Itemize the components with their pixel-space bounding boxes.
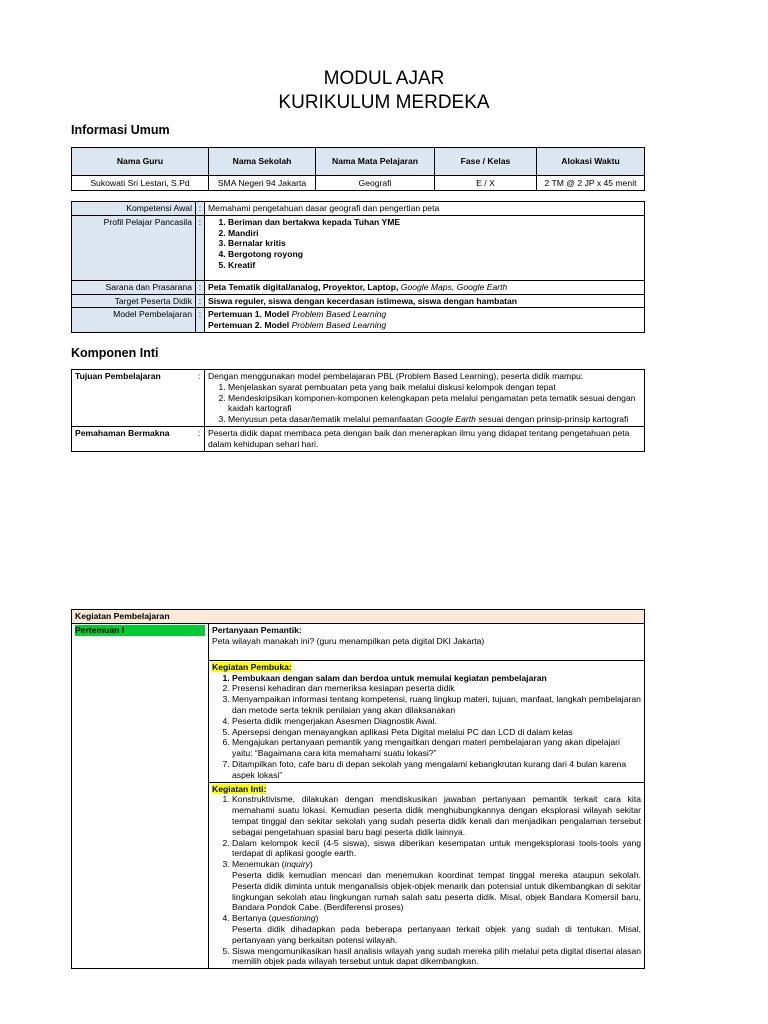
- tujuan-label: Tujuan Pembelajaran: [72, 370, 199, 427]
- list-item: 1. Menjelaskan syarat pembuatan peta yang baik melalui diskusi kelompok dengan tepat: [228, 382, 641, 393]
- header-nama-sekolah: Nama Sekolah: [209, 148, 316, 176]
- colon: :: [198, 370, 205, 427]
- inti-3-term: inquiry: [284, 859, 310, 870]
- model-1-prefix: Pertemuan 1. Model: [208, 309, 292, 320]
- list-item: 3. Menyampaikan informasi tentang kompetensi, ruang lingkup materi, tujuan, manfaat, langkah pembelajaran dan metode serta teknik penilaian yang akan dilaksanakan: [232, 694, 641, 716]
- list-item: 2. Presensi kehadiran dan memeriksa kesiapan peserta didik: [232, 683, 641, 694]
- inti-4-term: questioning: [271, 913, 316, 924]
- pemantik-text: Peta wilayah manakah ini? (guru menampilkan peta digital DKI Jakarta): [212, 635, 485, 646]
- header-mata-pelajaran: Nama Mata Pelajaran: [316, 148, 435, 176]
- tujuan-item3-text: Menyusun peta dasar/tematik melalui pemanfaatan: [228, 414, 426, 425]
- inti-3-suffix: ): [309, 859, 313, 870]
- list-item: 1. Beriman dan bertakwa kepada Tuhan YME: [228, 217, 641, 228]
- target-label: Target Peserta Didik: [72, 294, 196, 308]
- inti-3-prefix: Menemukan (: [232, 859, 285, 870]
- komponen-inti-table: [71, 369, 645, 452]
- colon: :: [196, 215, 205, 280]
- inti-4-text: Peserta didik dihadapkan pada beberapa pertanyaan terkait objek yang sudah di tentukan. Misal, pertanyaan yang berkaitan potensi wilayah.: [232, 923, 641, 945]
- target-value: Siswa reguler, siswa dengan kecerdasan istimewa, siswa dengan hambatan: [205, 294, 645, 308]
- pertemuan-label: Pertemuan I: [75, 625, 205, 636]
- value-nama-sekolah: SMA Negeri 94 Jakarta: [209, 176, 316, 191]
- inti-cell: [209, 782, 645, 969]
- pembuka-cell: [209, 660, 645, 782]
- list-item: [232, 913, 641, 945]
- list-item: 5. Apersepsi dengan menayangkan aplikasi Peta Digital melalui PC dan LCD di dalam kelas: [232, 727, 641, 738]
- colon: :: [198, 426, 205, 451]
- info-table: [71, 201, 645, 333]
- kompetensi-label: Kompetensi Awal: [72, 202, 196, 216]
- list-item: [232, 859, 641, 913]
- inti-4-prefix: Bertanya (: [232, 913, 272, 924]
- pemantik-cell: [209, 623, 645, 660]
- inti-3-text: Peserta didik kemudian mencari dan menemukan koordinat tempat tinggal mereka ataupun sekolah. Peserta didik diminta untuk menganalisis objek-objek menarik dan potensial untuk dikembangkan di sekitar lingkungan sekolah atau lingkungan rumah salah satu peserta didik. Misal, objek Bandara Komersil baru, Bandara Pondok Cabe. (Berdiferensi proses): [232, 869, 641, 913]
- informasi-umum-heading: Informasi Umum: [71, 123, 170, 137]
- list-item: 2. Dalam kelompok kecil (4-5 siswa), siswa diberikan kesempatan untuk mengeksplorasi tools-tools yang terdapat di aplikasi google earth.: [232, 838, 641, 860]
- colon: :: [196, 280, 205, 294]
- tujuan-value: [205, 370, 645, 427]
- guru-table: [71, 147, 645, 191]
- list-item: 2. Mendeskripsikan komponen-komponen kelengkapan peta melalui pengamatan peta tematik sesuai dengan kaidah kartografi: [228, 393, 641, 415]
- document-title-line2: KURIKULUM MERDEKA: [278, 92, 490, 113]
- colon: :: [196, 202, 205, 216]
- list-item: 5. Kreatif: [228, 260, 641, 271]
- list-item: 2. Mandiri: [228, 228, 641, 239]
- model-2-name: Problem Based Learning: [291, 320, 387, 331]
- list-item: 1. Konstruktivisme, dilakukan dengan mendiskusikan jawaban pertanyaan pemantik terkait cara kita memahami suatu lokasi. Kemudian peserta didik menghubungkannya dengan eksplorasi wilayah sekitar tempat tinggal dan sekitar sekolah yang sudah peserta didik kenali dan menjadikan pengalaman tersebut sebagai pengetahuan spasial baru bagi peserta didik lainnya.: [232, 794, 641, 837]
- header-alokasi-waktu: Alokasi Waktu: [537, 148, 645, 176]
- value-mata-pelajaran: Geografi: [316, 176, 435, 191]
- list-item: 4. Peserta didik mengerjakan Asesmen Diagnostik Awal.: [232, 716, 641, 727]
- list-item: [228, 414, 641, 425]
- pemahaman-value: Peserta didik dapat membaca peta dengan baik dan menerapkan ilmu yang didapat tentang pengetahuan peta dalam kehidupan sehari hari.: [205, 426, 645, 451]
- list-item: 4. Bergotong royong: [228, 249, 641, 260]
- pemantik-title: Pertanyaan Pemantik:: [212, 624, 302, 635]
- model-1-name: Problem Based Learning: [291, 309, 387, 320]
- sarana-text: Peta Tematik digital/analog, Proyektor, Laptop,: [208, 281, 401, 292]
- header-nama-guru: Nama Guru: [72, 148, 209, 176]
- komponen-inti-heading: Komponen Inti: [71, 346, 159, 360]
- inti-title: Kegiatan Inti:: [212, 783, 267, 794]
- tujuan-intro: Dengan menggunakan model pembelajaran PBL (Problem Based Learning), peserta didik mampu:: [208, 371, 584, 381]
- tujuan-item3-rest: sesuai dengan prinsip-prinsip kartografi: [475, 414, 629, 425]
- header-fase-kelas: Fase / Kelas: [435, 148, 537, 176]
- document-title-line1: MODUL AJAR: [323, 68, 445, 89]
- sarana-apps: Google Maps, Google Earth: [400, 281, 508, 292]
- list-item: 3. Bernalar kritis: [228, 238, 641, 249]
- value-fase-kelas: E / X: [435, 176, 537, 191]
- kegiatan-table: [71, 609, 645, 969]
- profil-label: Profil Pelajar Pancasila: [72, 215, 196, 280]
- model-label: Model Pembelajaran: [72, 308, 196, 333]
- pembuka-title: Kegiatan Pembuka:: [212, 661, 292, 672]
- kegiatan-header: Kegiatan Pembelajaran: [72, 610, 645, 624]
- tujuan-item3-app: Google Earth: [425, 414, 476, 425]
- list-item: 6. Mengajukan pertanyaan pemantik yang mengaitkan dengan materi pembelajaran yang akan dipelajari yaitu: “Bagaimana cara kita memahami suatu lokasi?”: [232, 737, 641, 759]
- profil-list: [205, 215, 645, 280]
- sarana-label: Sarana dan Prasarana: [72, 280, 196, 294]
- kompetensi-value: Memahami pengetahuan dasar geografi dan pengertian peta: [205, 202, 645, 216]
- value-alokasi-waktu: 2 TM @ 2 JP x 45 menit: [537, 176, 645, 191]
- sarana-value: [205, 280, 645, 294]
- list-item: 5. Siswa mengomunikasikan hasil analisis wilayah yang sudah mereka pilih melalui peta digital disertai alasan memilih objek pada wilayah tersebut untuk dapat dikembangkan.: [232, 946, 641, 968]
- colon: :: [196, 294, 205, 308]
- value-nama-guru: Sukowati Sri Lestari, S.Pd: [72, 176, 209, 191]
- list-item: 7. Ditampilkan foto, cafe baru di depan sekolah yang mengalami kebangkrutan kurang dari 4 bulan karena aspek lokasi”: [232, 759, 641, 781]
- list-item: 1. Pembukaan dengan salam dan berdoa untuk memulai kegiatan pembelajaran: [232, 673, 641, 684]
- colon: :: [196, 308, 205, 333]
- pemahaman-label: Pemahaman Bermakna: [72, 426, 199, 451]
- inti-4-suffix: ): [315, 913, 319, 924]
- model-2-prefix: Pertemuan 2. Model: [208, 320, 292, 331]
- pertemuan-cell: [72, 623, 209, 968]
- model-value: [205, 308, 645, 333]
